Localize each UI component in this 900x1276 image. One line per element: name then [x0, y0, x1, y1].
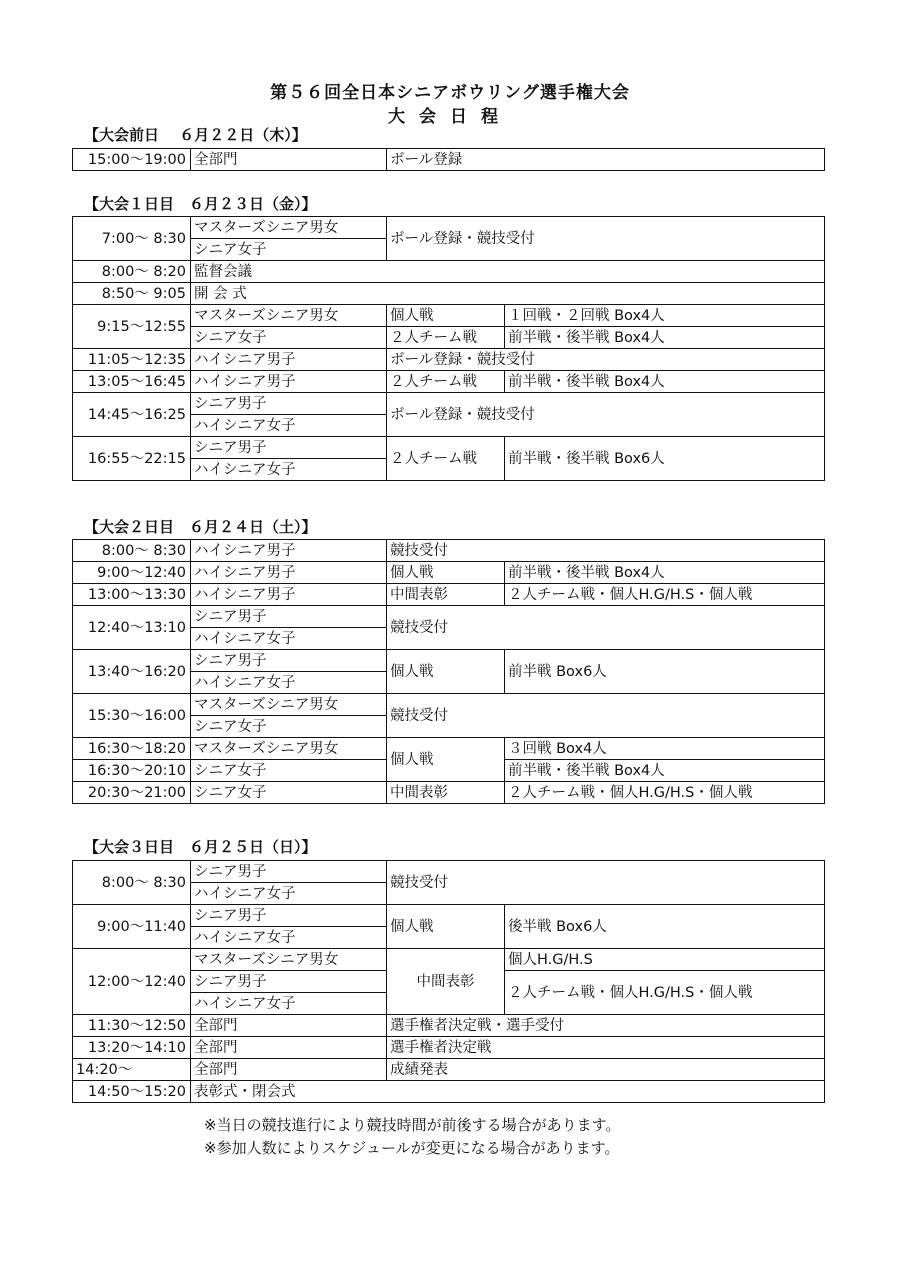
division-cell: シニア男子 — [191, 606, 387, 628]
event-cell: ボール登録・競技受付 — [387, 349, 825, 371]
time-cell: 8:50～ 9:05 — [73, 283, 191, 305]
division-cell: シニア女子 — [191, 239, 387, 261]
division-cell: ハイシニア女子 — [191, 415, 387, 437]
time-cell: 8:00～ 8:20 — [73, 261, 191, 283]
note-line: ※当日の競技進行により競技時間が前後する場合があります。 — [204, 1116, 621, 1134]
time-cell: 13:40～16:20 — [73, 650, 191, 694]
division-cell: 全部門 — [191, 149, 387, 171]
event-cell: 競技受付 — [387, 606, 825, 650]
detail-cell: ２人チーム戦・個人H.G/H.S・個人戦 — [505, 782, 825, 804]
time-cell: 14:45～16:25 — [73, 393, 191, 437]
detail-cell: 前半戦・後半戦 Box6人 — [505, 437, 825, 481]
division-cell: 監督会議 — [191, 261, 825, 283]
time-cell: 14:20～ — [73, 1059, 191, 1081]
division-cell: シニア男子 — [191, 393, 387, 415]
event-cell: 中間表彰 — [387, 782, 505, 804]
table-row — [73, 905, 825, 927]
detail-cell: 前半戦・後半戦 Box4人 — [505, 760, 825, 782]
event-cell: 競技受付 — [387, 861, 825, 905]
event-cell: 成績発表 — [387, 1059, 825, 1081]
division-cell: マスターズシニア男女 — [191, 949, 387, 971]
schedule-table-day3 — [72, 860, 825, 1103]
division-cell: ハイシニア男子 — [191, 371, 387, 393]
division-cell: シニア女子 — [191, 327, 387, 349]
table-row — [73, 349, 825, 371]
detail-cell: １回戦・２回戦 Box4人 — [505, 305, 825, 327]
division-cell: ハイシニア男子 — [191, 349, 387, 371]
division-cell: ハイシニア女子 — [191, 628, 387, 650]
event-cell: ２人チーム戦 — [387, 437, 505, 481]
division-cell: マスターズシニア男女 — [191, 305, 387, 327]
event-cell: 競技受付 — [387, 540, 825, 562]
time-cell: 7:00～ 8:30 — [73, 217, 191, 261]
table-row — [73, 1081, 825, 1103]
division-cell: シニア女子 — [191, 716, 387, 738]
table-row — [73, 371, 825, 393]
time-cell: 11:30～12:50 — [73, 1015, 191, 1037]
note-line: ※参加人数によりスケジュールが変更になる場合があります。 — [204, 1139, 620, 1157]
detail-cell: 前半戦 Box6人 — [505, 650, 825, 694]
detail-cell: 前半戦・後半戦 Box4人 — [505, 371, 825, 393]
division-cell: シニア男子 — [191, 905, 387, 927]
time-cell: 12:00～12:40 — [73, 949, 191, 1015]
table-row — [73, 217, 825, 239]
time-cell: 9:00～11:40 — [73, 905, 191, 949]
division-cell: シニア男子 — [191, 861, 387, 883]
event-cell: ボール登録 — [387, 149, 825, 171]
schedule-table-day2 — [72, 539, 825, 804]
division-cell: ハイシニア女子 — [191, 927, 387, 949]
division-cell: 開 会 式 — [191, 283, 825, 305]
division-cell: ハイシニア男子 — [191, 540, 387, 562]
event-cell: 個人戦 — [387, 650, 505, 694]
table-row — [73, 738, 825, 760]
time-cell: 9:00～12:40 — [73, 562, 191, 584]
table-row — [73, 584, 825, 606]
division-cell: ハイシニア女子 — [191, 672, 387, 694]
event-cell: ボール登録・競技受付 — [387, 393, 825, 437]
event-cell: 個人戦 — [387, 305, 505, 327]
division-cell: シニア男子 — [191, 650, 387, 672]
event-cell: ２人チーム戦 — [387, 327, 505, 349]
day-header-1: 【大会１日目 ６月２３日（金）】 — [84, 195, 317, 213]
event-cell: 競技受付 — [387, 694, 825, 738]
time-cell: 13:05～16:45 — [73, 371, 191, 393]
time-cell: 8:00～ 8:30 — [73, 540, 191, 562]
division-cell: ハイシニア男子 — [191, 562, 387, 584]
event-cell: ２人チーム戦 — [387, 371, 505, 393]
day-header-2: 【大会２日目 ６月２４日（土）】 — [84, 518, 317, 536]
division-cell: シニア男子 — [191, 437, 387, 459]
table-row — [73, 562, 825, 584]
division-cell: 全部門 — [191, 1059, 387, 1081]
schedule-table-day1 — [72, 216, 825, 481]
notes — [204, 1114, 620, 1160]
table-row — [73, 694, 825, 716]
division-cell: 表彰式・閉会式 — [191, 1081, 825, 1103]
division-cell: マスターズシニア男女 — [191, 217, 387, 239]
event-cell: 選手権者決定戦 — [387, 1037, 825, 1059]
table-row — [73, 606, 825, 628]
time-cell: 8:00～ 8:30 — [73, 861, 191, 905]
table-row — [73, 261, 825, 283]
detail-cell: ２人チーム戦・個人H.G/H.S・個人戦 — [505, 971, 825, 1015]
detail-cell: 前半戦・後半戦 Box4人 — [505, 562, 825, 584]
event-cell: 選手権者決定戦・選手受付 — [387, 1015, 825, 1037]
table-row — [73, 1015, 825, 1037]
division-cell: シニア女子 — [191, 782, 387, 804]
event-cell: 個人戦 — [387, 562, 505, 584]
event-cell: 個人戦 — [387, 738, 505, 782]
document-title: 第５６回全日本シニアボウリング選手権大会 — [270, 83, 630, 103]
table-row — [73, 650, 825, 672]
table-row — [73, 861, 825, 883]
day-header-3: 【大会３日目 ６月２５日（日）】 — [84, 838, 317, 856]
division-cell: ハイシニア女子 — [191, 883, 387, 905]
schedule-table-eve — [72, 148, 825, 171]
time-cell: 13:00～13:30 — [73, 584, 191, 606]
division-cell: マスターズシニア男女 — [191, 738, 387, 760]
table-row — [73, 437, 825, 459]
document-subtitle: 大会日程 — [388, 107, 512, 127]
division-cell: ハイシニア女子 — [191, 459, 387, 481]
time-cell: 20:30～21:00 — [73, 782, 191, 804]
division-cell: ハイシニア男子 — [191, 584, 387, 606]
detail-cell: 後半戦 Box6人 — [505, 905, 825, 949]
time-cell: 15:00～19:00 — [73, 149, 191, 171]
table-row — [73, 393, 825, 415]
table-row — [73, 1059, 825, 1081]
detail-cell: ３回戦 Box4人 — [505, 738, 825, 760]
event-cell: ボール登録・競技受付 — [387, 217, 825, 261]
time-cell: 16:55～22:15 — [73, 437, 191, 481]
division-cell: マスターズシニア男女 — [191, 694, 387, 716]
table-row — [73, 949, 825, 971]
division-cell: シニア男子 — [191, 971, 387, 993]
table-row — [73, 149, 825, 171]
table-row — [73, 1037, 825, 1059]
table-row — [73, 540, 825, 562]
event-cell: 中間表彰 — [387, 584, 505, 606]
time-cell: 15:30～16:00 — [73, 694, 191, 738]
table-row — [73, 283, 825, 305]
division-cell: 全部門 — [191, 1015, 387, 1037]
time-cell: 16:30～20:10 — [73, 760, 191, 782]
division-cell: ハイシニア女子 — [191, 993, 387, 1015]
detail-cell: 個人H.G/H.S — [505, 949, 825, 971]
detail-cell: 前半戦・後半戦 Box4人 — [505, 327, 825, 349]
event-cell: 中間表彰 — [387, 949, 505, 1015]
table-row — [73, 305, 825, 327]
detail-cell: ２人チーム戦・個人H.G/H.S・個人戦 — [505, 584, 825, 606]
time-cell: 13:20～14:10 — [73, 1037, 191, 1059]
time-cell: 11:05～12:35 — [73, 349, 191, 371]
event-cell: 個人戦 — [387, 905, 505, 949]
time-cell: 12:40～13:10 — [73, 606, 191, 650]
time-cell: 9:15～12:55 — [73, 305, 191, 349]
time-cell: 16:30～18:20 — [73, 738, 191, 760]
time-cell: 14:50～15:20 — [73, 1081, 191, 1103]
day-header-eve: 【大会前日 ６月２２日（木）】 — [84, 126, 307, 144]
table-row — [73, 782, 825, 804]
division-cell: 全部門 — [191, 1037, 387, 1059]
division-cell: シニア女子 — [191, 760, 387, 782]
